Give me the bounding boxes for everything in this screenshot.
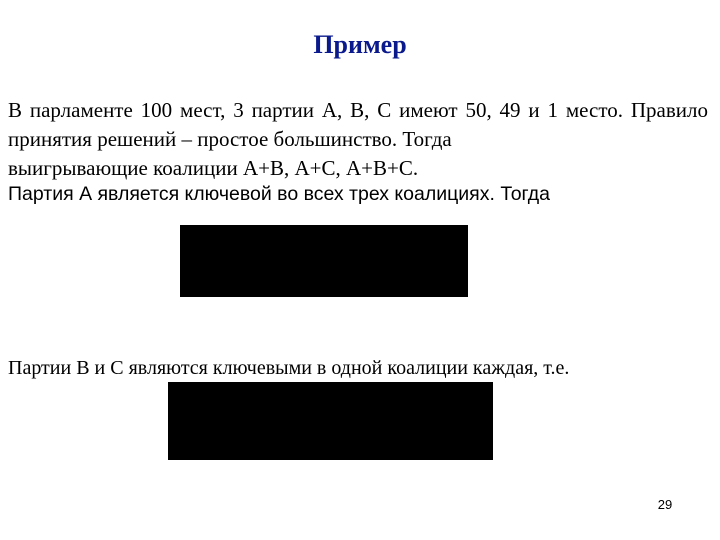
problem-paragraph (8, 96, 708, 183)
statement-party-a: Партия А является ключевой во всех трех коалициях. Тогда (8, 183, 551, 205)
slide-title: Пример (313, 30, 407, 59)
paragraph-line-3: выигрывающие коалиции А+В, А+С, А+В+С. (8, 156, 419, 180)
paragraph-line-2: Правило принятия решений – простое большинство. Тогда (8, 98, 709, 151)
formula-image-2 (168, 382, 493, 460)
formula-image-1 (180, 225, 468, 297)
page-number: 29 (657, 497, 673, 512)
statement-parties-b-c: Партии В и С являются ключевыми в одной коалиции каждая, т.е. (8, 357, 570, 379)
paragraph-line-1: В парламенте 100 мест, 3 партии А, В, С имеют 50, 49 и 1 место. (8, 98, 624, 122)
